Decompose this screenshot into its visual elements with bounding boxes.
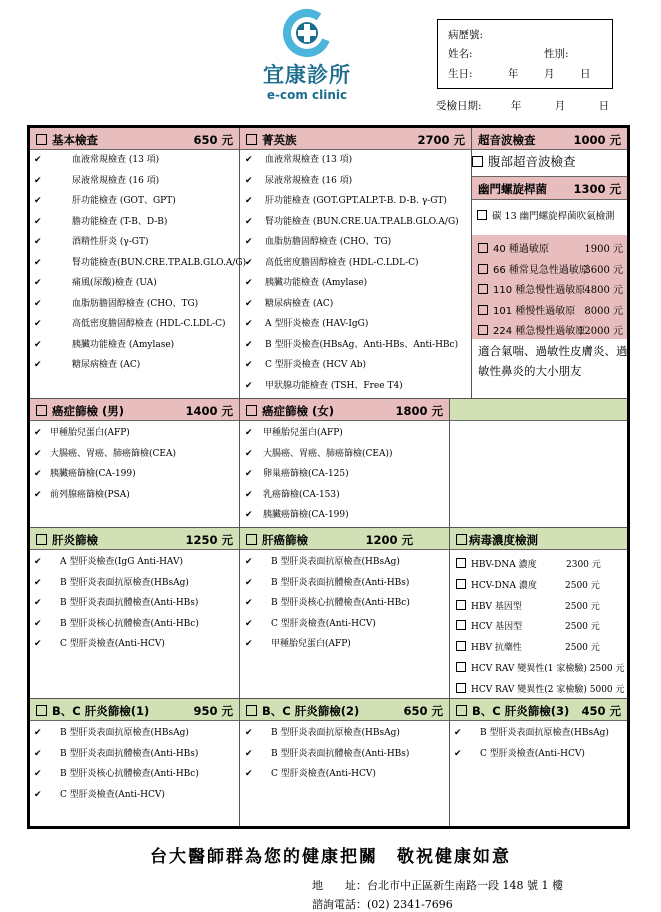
list-item[interactable] [245,593,450,614]
list-item[interactable] [245,614,450,635]
liver-price: 1250 元 [185,533,233,547]
liver-header [30,528,239,550]
list-item[interactable] [34,744,239,765]
check-icon: ✔ [34,298,42,309]
list-item[interactable] [34,764,239,785]
check-icon: ✔ [34,257,42,268]
list-item-label: B 型肝炎表面抗原檢查(HBsAg) [271,728,400,738]
allergy-checkbox[interactable] [478,325,488,335]
list-item-label: 血脂肪膽固醇檢查 (CHO、TG) [72,298,199,309]
basic-header [30,128,239,150]
list-item-label: 尿液常規檢查 (16 項) [265,175,353,186]
check-icon: ✔ [34,577,42,588]
list-item-label: B 型肝炎核心抗體檢查(Anti-HBc) [60,769,199,779]
virus-item-label: HCV-DNA 濃度 [471,580,537,591]
list-item-label: B 型肝炎檢查(HBsAg、Anti-HBs、Anti-HBc) [265,339,459,350]
list-item-label: 痛風(尿酸)檢查 (UA) [72,278,157,288]
bc2-price: 650 元 [403,704,443,718]
check-icon: ✔ [245,380,253,391]
list-item[interactable] [34,191,239,212]
list-item[interactable] [34,253,247,274]
list-item-label: B 型肝炎表面抗原檢查(HBsAg) [271,557,400,567]
ultrasound-title: 超音波檢查 [478,133,536,147]
record-no-label: 病歷號: [448,29,484,41]
check-icon: ✔ [245,469,253,479]
list-item[interactable] [454,744,626,765]
elite-title: 菁英族 [262,133,297,147]
exam-date-label: 受檢日期: [436,100,482,112]
check-icon: ✔ [245,639,253,649]
elite-item-list [245,150,470,396]
list-item-label: B 型肝炎表面抗體檢查(Anti-HBs) [271,577,410,588]
check-icon: ✔ [245,339,253,350]
list-item-label: B 型肝炎表面抗原檢查(HBsAg) [480,728,609,738]
check-icon: ✔ [34,618,42,629]
check-icon: ✔ [34,728,42,738]
list-item[interactable] [34,485,239,506]
allergy-item-label: 224 種急慢性過敏原 [493,326,586,337]
list-item-label: A 型肝炎檢查 (HAV-IgG) [265,319,369,329]
list-item-label: 高低密度膽固醇檢查 (HDL-C.LDL-C) [265,257,419,268]
bc1-price: 950 元 [193,704,233,718]
list-item[interactable] [34,232,239,253]
empty-green-header [450,399,627,421]
hpylori-checkbox[interactable] [477,210,487,220]
allergy-item-label: 101 種慢性過敏原 [493,306,576,317]
check-icon: ✔ [245,557,253,567]
hpylori-title: 幽門螺旋桿菌 [478,182,547,196]
list-item-label: 酒精性肝炎 (γ-GT) [72,237,149,247]
check-icon: ✔ [245,278,253,288]
list-item-label: 血液常規檢查 (13 項) [72,155,160,165]
check-icon: ✔ [34,155,42,165]
allergy-item[interactable] [478,240,549,255]
list-item[interactable] [245,314,470,335]
list-item-label: 甲種胎兒蛋白(AFP) [271,639,351,649]
list-item[interactable] [34,212,239,233]
list-item[interactable] [34,723,239,744]
virus-title: 病毒濃度檢測 [469,533,538,547]
list-item[interactable] [34,314,239,335]
list-item-label: 胰臟癌篩檢(CA-199) [50,469,136,479]
check-icon: ✔ [245,748,253,759]
allergy-item-price: 8000 元 [584,306,623,317]
bc2-title: B、C 肝炎篩檢(2) [262,704,360,718]
allergy-item-price: 1900 元 [584,244,623,255]
virus-item-checkbox[interactable] [456,558,466,568]
check-icon: ✔ [34,339,42,350]
exam-date-day: 日 [598,100,610,112]
list-item-label: 腎功能檢查(BUN.CRE.TP.ALB.GLO.A/G) [72,257,247,268]
allergy-panel [472,235,627,339]
bc3-price: 450 元 [581,704,621,718]
liver-cancer-checkbox[interactable] [246,534,257,545]
virus-item-checkbox[interactable] [456,662,466,672]
list-item[interactable] [245,485,450,506]
virus-item[interactable] [456,599,522,612]
list-item-label: C 型肝炎檢查 (HCV Ab) [265,360,366,370]
bc2-item-list [245,723,450,785]
list-item[interactable] [34,150,239,171]
elite-price: 2700 元 [417,133,465,147]
check-icon: ✔ [245,728,253,738]
virus-item-checkbox[interactable] [456,641,466,651]
clinic-name-en: e-com clinic [266,88,348,102]
check-icon: ✔ [245,175,253,186]
clinic-logo-icon [282,8,332,58]
liver-cancer-item-list [245,552,450,655]
basic-item-list [34,150,247,376]
check-icon: ✔ [454,728,462,738]
list-item[interactable] [245,505,450,526]
list-item-label: 肝功能檢查 (GOT.GPT.ALP.T-B. D-B. γ-GT) [265,196,447,206]
footer-address: 地 址：台北市中正區新生南路一段 148 號 1 樓 [312,879,563,892]
check-icon: ✔ [245,298,253,309]
list-item-label: 甲種胎兒蛋白(AFP) [263,428,343,438]
check-icon: ✔ [34,196,42,206]
list-item-label: B 型肝炎核心抗體檢查(Anti-HBc) [271,598,410,608]
list-item-label: 腎功能檢查 (BUN.CRE.UA.TP.ALB.GLO.A/G) [265,216,459,227]
hpylori-item[interactable] [477,208,615,222]
list-item[interactable] [245,552,450,573]
allergy-item-label: 66 種常見急性過敏原 [493,265,589,276]
liver-cancer-header [240,528,449,550]
list-item-label: B 型肝炎表面抗體檢查(Anti-HBs) [60,598,199,608]
list-item-label: 膽功能檢查 (T-B、D-B) [72,216,168,227]
list-item[interactable] [245,191,470,212]
liver-cancer-title: 肝癌篩檢 [262,533,308,547]
bc3-item-list [454,723,626,764]
list-item-label: 糖尿病檢查 (AC) [265,298,334,309]
check-icon: ✔ [454,748,462,759]
list-item[interactable] [245,764,450,785]
list-item[interactable] [245,634,450,655]
list-item-label: 大腸癌、胃癌、肺癌篩檢(CEA) [50,448,176,459]
elite-checkbox[interactable] [246,134,257,145]
virus-checkbox[interactable] [456,534,467,545]
check-icon: ✔ [34,360,42,370]
check-icon: ✔ [245,577,253,588]
virus-header [450,528,627,550]
patient-gender-label: 性別: [544,48,569,60]
list-item-label: 血脂肪膽固醇檢查 (CHO、TG) [265,237,392,247]
cancer-female-item-list [245,423,450,526]
list-item[interactable] [34,464,239,485]
list-item-label: 糖尿病檢查 (AC) [72,360,141,370]
list-item[interactable] [245,423,450,444]
list-item-label: B 型肝炎表面抗原檢查(HBsAg) [60,577,189,588]
list-item[interactable] [34,273,239,294]
check-icon: ✔ [34,175,42,186]
allergy-checkbox[interactable] [478,243,488,253]
exam-date [436,98,609,113]
bc1-title: B、C 肝炎篩檢(1) [52,704,150,718]
allergy-checkbox[interactable] [478,284,488,294]
list-item-label: C 型肝炎檢查(Anti-HCV) [480,748,585,759]
list-item-label: 肝功能檢查 (GOT、GPT) [72,196,176,206]
list-item[interactable] [245,253,470,274]
list-item[interactable] [34,294,239,315]
list-item-label: 尿液常規檢查 (16 項) [72,175,160,186]
exam-date-month: 月 [554,100,566,112]
list-item[interactable] [34,171,239,192]
virus-item-checkbox[interactable] [456,620,466,630]
list-item[interactable] [245,744,450,765]
bc3-checkbox[interactable] [456,705,467,716]
virus-item-label: HBV-DNA 濃度 [471,560,537,570]
list-item[interactable] [34,423,239,444]
check-icon: ✔ [245,216,253,227]
list-item-label: 乳癌篩檢(CA-153) [263,489,340,500]
virus-item-label: HBV 抗藥性 [471,643,522,654]
list-item[interactable] [245,464,450,485]
list-item[interactable] [34,552,239,573]
allergy-note: 適合氣喘、過敏性皮膚炎、過敏性鼻炎的大小朋友 [478,344,628,378]
check-icon: ✔ [34,789,42,800]
hpylori-header [472,176,627,200]
list-item[interactable] [34,614,239,635]
list-item[interactable] [245,150,470,171]
list-item-label: C 型肝炎檢查(Anti-HCV) [271,769,376,779]
list-item[interactable] [454,723,626,744]
check-icon: ✔ [34,469,42,479]
check-icon: ✔ [34,748,42,759]
check-icon: ✔ [245,618,253,629]
list-item[interactable] [34,573,239,594]
birth-month-label: 月 [544,68,555,80]
check-icon: ✔ [245,598,253,608]
liver-checkbox[interactable] [36,534,47,545]
cancer-female-price: 1800 元 [395,404,443,418]
virus-item-label: HCV RAV 變異性(2 家檢驗) 5000 元 [471,684,625,695]
bc1-item-list [34,723,239,805]
birth-year-label: 年 [508,68,519,80]
cancer-male-header [30,399,239,421]
list-item[interactable] [245,723,450,744]
allergy-item-label: 110 種急慢性過敏原 [493,285,586,296]
list-item[interactable] [245,171,470,192]
check-icon: ✔ [34,639,42,649]
allergy-item-price: 12000 元 [578,326,623,337]
cancer-male-price: 1400 元 [185,404,233,418]
check-icon: ✔ [34,557,42,567]
footer-phone: 諮詢電話：(02) 2341-7696 [312,898,453,911]
virus-item-label: HCV RAV 變異性(1 家檢驗) 2500 元 [471,664,625,674]
cancer-male-item-list [34,423,239,505]
list-item-label: B 型肝炎表面抗原檢查(HBsAg) [60,728,189,738]
bc3-title: B、C 肝炎篩檢(3) [472,704,570,718]
column-divider [239,128,240,826]
list-item-label: C 型肝炎檢查(Anti-HCV) [60,789,165,800]
list-item[interactable] [245,573,450,594]
check-icon: ✔ [245,196,253,206]
check-icon: ✔ [245,769,253,779]
virus-item-price: 2500 元 [565,580,600,591]
check-icon: ✔ [34,489,42,500]
ultrasound-header [472,128,627,150]
cancer-female-header [240,399,449,421]
list-item-label: 前列腺癌篩檢(PSA) [50,489,130,500]
patient-info-box [437,19,613,89]
allergy-item[interactable] [478,261,589,276]
cancer-female-title: 癌症篩檢 (女) [262,404,335,418]
virus-item[interactable] [456,557,537,570]
ultrasound-item-label: 腹部超音波檢查 [488,154,576,169]
allergy-checkbox[interactable] [478,264,488,274]
virus-item-checkbox[interactable] [456,579,466,589]
list-item[interactable] [245,355,470,376]
cancer-female-checkbox[interactable] [246,405,257,416]
list-item-label: 胰臟癌篩檢(CA-199) [263,510,349,520]
list-item[interactable] [34,634,239,655]
list-item-label: 大腸癌、胃癌、肺癌篩檢(CEA)) [263,448,393,459]
virus-item-price: 2300 元 [566,560,601,570]
list-item[interactable] [34,593,239,614]
check-icon: ✔ [245,360,253,370]
allergy-checkbox[interactable] [478,305,488,315]
check-icon: ✔ [245,428,253,438]
bc2-header [240,699,449,721]
list-item[interactable] [34,355,239,376]
list-item-label: 胰臟功能檢查 (Amylase) [265,278,368,288]
bc2-checkbox[interactable] [246,705,257,716]
check-icon: ✔ [34,448,42,459]
virus-item[interactable] [456,578,537,591]
check-icon: ✔ [34,769,42,779]
basic-price: 650 元 [193,133,233,147]
virus-item-label: HCV 基因型 [471,622,523,633]
virus-item-price: 2500 元 [565,601,600,612]
check-icon: ✔ [34,428,42,438]
allergy-item-price: 3600 元 [584,265,623,276]
allergy-item-label: 40 種過敏原 [493,244,549,255]
liver-title: 肝炎篩檢 [52,533,98,547]
bc1-header [30,699,239,721]
birth-day-label: 日 [580,68,591,80]
allergy-item-price: 4800 元 [584,285,623,296]
allergy-item[interactable] [478,281,585,296]
list-item[interactable] [34,335,239,356]
check-icon: ✔ [34,216,42,227]
check-icon: ✔ [245,319,253,329]
list-item[interactable] [245,212,470,233]
check-icon: ✔ [34,278,42,288]
list-item[interactable] [245,444,450,465]
check-icon: ✔ [245,489,253,500]
list-item-label: 甲種胎兒蛋白(AFP) [50,428,130,438]
virus-item-price: 2500 元 [565,622,600,633]
list-item-label: 甲狀腺功能檢查 (TSH、Free T4) [265,380,403,391]
check-icon: ✔ [245,510,253,520]
check-icon: ✔ [34,319,42,329]
check-icon: ✔ [245,448,253,459]
footer-slogan: 台大醫師群為您的健康把關 敬祝健康如意 [150,847,511,867]
birth-label: 生日: [448,68,473,80]
patient-name-label: 姓名: [448,48,473,60]
bc1-checkbox[interactable] [36,705,47,716]
list-item-label: B 型肝炎核心抗體檢查(Anti-HBc) [60,618,199,629]
allergy-item[interactable] [478,322,585,337]
list-item-label: C 型肝炎檢查(Anti-HCV) [271,618,376,629]
allergy-item[interactable] [478,302,575,317]
list-item[interactable] [245,273,470,294]
basic-title: 基本檢查 [52,133,98,147]
ultrasound-checkbox[interactable] [472,156,483,167]
list-item-label: 卵巢癌篩檢(CA-125) [263,469,349,479]
list-item-label: B 型肝炎表面抗體檢查(Anti-HBs) [60,748,199,759]
list-item[interactable] [34,444,239,465]
liver-cancer-price: 1200 元 [365,533,413,547]
virus-item-checkbox[interactable] [456,683,466,693]
clinic-logo [252,8,362,108]
virus-item-price: 2500 元 [565,643,600,654]
elite-header [240,128,471,150]
virus-item[interactable] [456,619,522,632]
list-item-label: 高低密度膽固醇檢查 (HDL-C.LDL-C) [72,319,226,329]
list-item[interactable] [245,232,470,253]
cancer-male-checkbox[interactable] [36,405,47,416]
list-item-label: C 型肝炎檢查(Anti-HCV) [60,639,165,649]
hpylori-item-label: 碳 13 幽門螺旋桿菌吹氣檢測 [492,211,615,222]
virus-item[interactable] [456,640,522,653]
liver-item-list [34,552,239,655]
check-icon: ✔ [34,598,42,608]
virus-item-checkbox[interactable] [456,600,466,610]
ultrasound-item[interactable] [472,152,576,170]
list-item-label: A 型肝炎檢查(IgG Anti-HAV) [60,557,183,567]
exam-date-year: 年 [510,100,522,112]
bc3-header [450,699,627,721]
check-icon: ✔ [245,237,253,247]
list-item[interactable] [245,376,470,397]
hpylori-price: 1300 元 [573,182,621,196]
list-item-label: B 型肝炎表面抗體檢查(Anti-HBs) [271,748,410,759]
list-item[interactable] [34,785,239,806]
list-item[interactable] [245,335,470,356]
virus-item[interactable] [456,661,625,674]
list-item-label: 血液常規檢查 (13 項) [265,155,353,165]
virus-item-label: HBV 基因型 [471,601,522,612]
check-icon: ✔ [245,257,253,268]
ultrasound-price: 1000 元 [573,133,621,147]
check-icon: ✔ [245,155,253,165]
check-icon: ✔ [34,237,42,247]
list-item[interactable] [245,294,470,315]
virus-item[interactable] [456,682,625,695]
basic-checkbox[interactable] [36,134,47,145]
list-item-label: 胰臟功能檢查 (Amylase) [72,339,175,350]
clinic-name-cn: 宜康診所 [263,63,351,87]
cancer-male-title: 癌症篩檢 (男) [52,404,125,418]
